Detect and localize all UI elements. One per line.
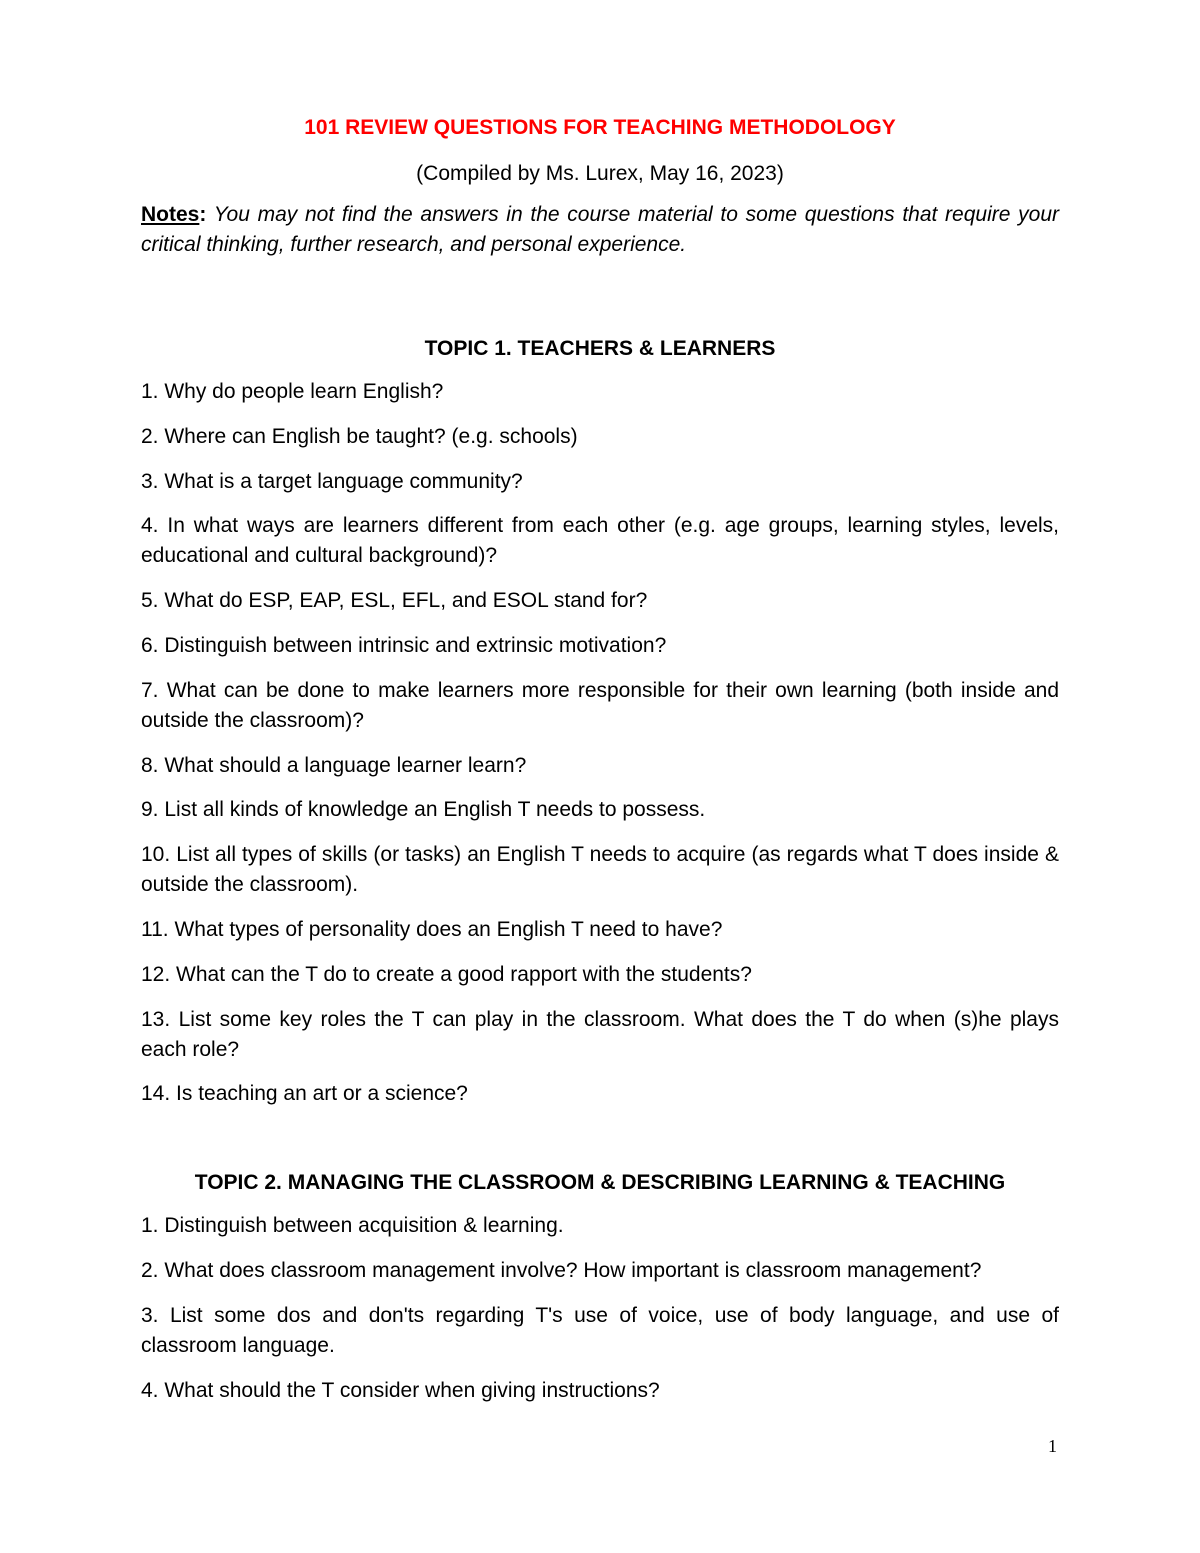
question-item: 5. What do ESP, EAP, ESL, EFL, and ESOL stand for?: [141, 589, 648, 613]
question-item: 8. What should a language learner learn?: [141, 753, 527, 777]
question-item: 3. List some dos and don'ts regarding T's use of voice, use of body language, and use of classroom language.: [141, 1303, 1059, 1357]
question-item: 1. Distinguish between acquisition & learning.: [141, 1214, 564, 1238]
question-item: 4. What should the T consider when giving instructions?: [141, 1378, 660, 1402]
question-item: 1. Why do people learn English?: [141, 380, 444, 403]
question-item: 6. Distinguish between intrinsic and extrinsic motivation?: [141, 633, 667, 657]
question-item: 2. What does classroom management involve? How important is classroom management?: [141, 1259, 982, 1283]
page-number: 1: [1048, 1436, 1057, 1456]
topic-2-heading: TOPIC 2. MANAGING THE CLASSROOM & DESCRIBING LEARNING & TEACHING: [194, 1171, 1006, 1195]
question-item: 14. Is teaching an art or a science?: [141, 1082, 468, 1106]
topic-1-heading: TOPIC 1. TEACHERS & LEARNERS: [424, 337, 776, 360]
question-item: 10. List all types of skills (or tasks) an English T needs to acquire (as regards what T does inside & outside the classroom).: [141, 843, 1059, 897]
notes-paragraph: [141, 200, 1059, 260]
question-item: 2. Where can English be taught? (e.g. schools): [141, 424, 578, 448]
document-subtitle: (Compiled by Ms. Lurex, May 16, 2023): [416, 162, 784, 185]
question-item: 13. List some key roles the T can play in the classroom. What does the T do when (s)he plays each role?: [141, 1007, 1059, 1061]
question-item: 12. What can the T do to create a good rapport with the students?: [141, 962, 752, 986]
notes-colon: :: [199, 203, 207, 226]
document-title: 101 REVIEW QUESTIONS FOR TEACHING METHODOLOGY: [304, 116, 896, 139]
question-item: 7. What can be done to make learners more responsible for their own learning (both inside and outside the classroom)?: [141, 678, 1059, 732]
question-item: 9. List all kinds of knowledge an English T needs to possess.: [141, 798, 706, 822]
document-body: [141, 112, 1059, 1421]
question-item: 11. What types of personality does an English T need to have?: [141, 917, 723, 941]
notes-text: You may not find the answers in the course material to some questions that require your critical thinking, further research, and personal experience.: [141, 203, 1059, 256]
question-item: 4. In what ways are learners different from each other (e.g. age groups, learning styles, levels, educational and cultural background)?: [141, 514, 1059, 568]
notes-label: Notes: [141, 203, 200, 226]
question-item: 3. What is a target language community?: [141, 469, 523, 493]
